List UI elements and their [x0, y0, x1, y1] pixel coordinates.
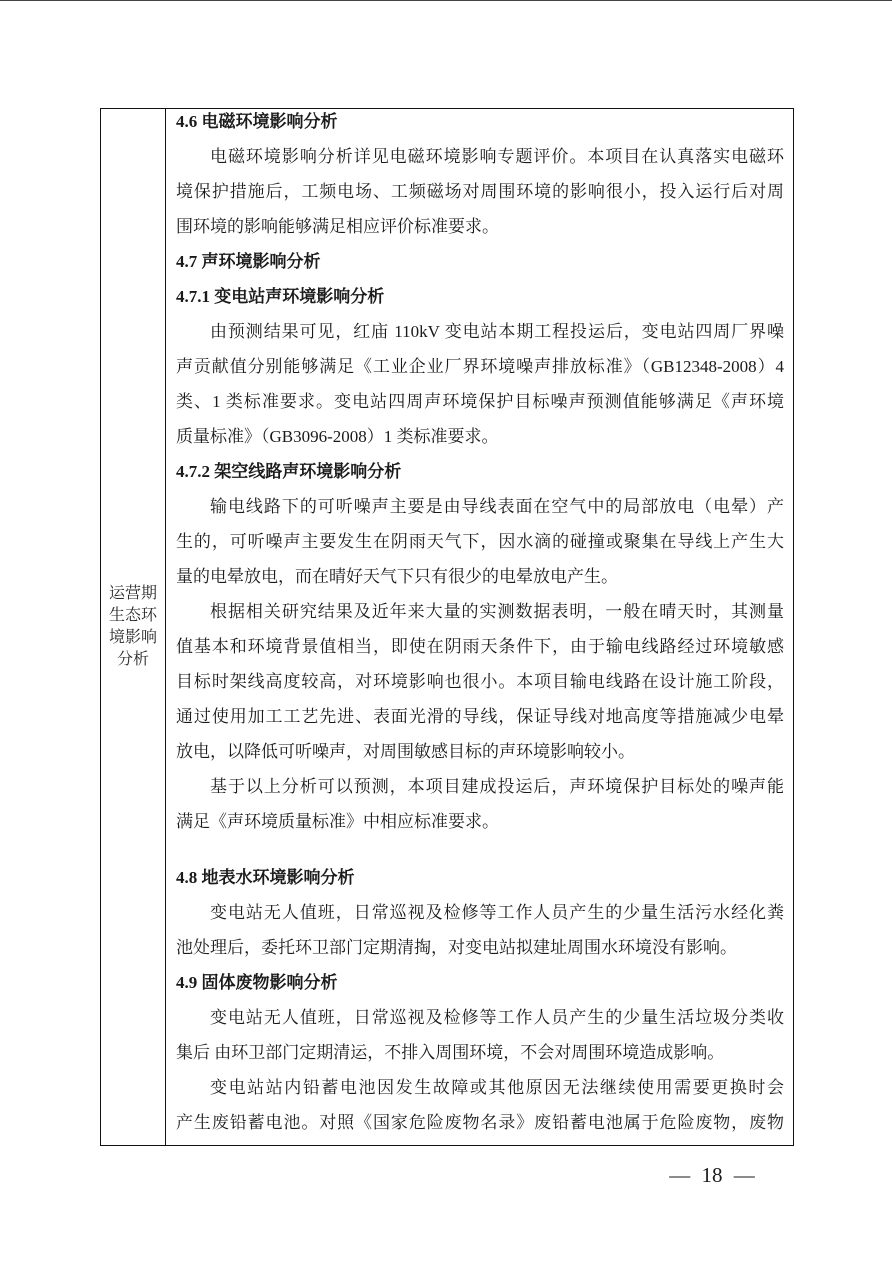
section-heading-4-9: 4.9 固体废物影响分析 [176, 973, 338, 992]
paragraph-line: 产生废铅蓄电池。对照《国家危险废物名录》废铅蓄电池属于危险废物，废物 [176, 1113, 784, 1132]
paragraph-line: 满足《声环境质量标准》中相应标准要求。 [176, 812, 499, 831]
content-cell [176, 104, 784, 1140]
paragraph-line: 集后 由环卫部门定期清运，不排入周围环境，不会对周围环境造成影响。 [176, 1043, 725, 1062]
paragraph-line: 放电，以降低可听噪声，对周围敏感目标的声环境影响较小。 [176, 742, 635, 761]
paragraph-line: 池处理后，委托环卫部门定期清掏，对变电站拟建址周围水环境没有影响。 [176, 938, 737, 957]
paragraph-line: 由预测结果可见，红庙 110kV 变电站本期工程投运后，变电站四周厂界噪 [210, 322, 784, 341]
paragraph-line: 目标时架线高度较高，对环境影响也很小。本项目输电线路在设计施工阶段， [176, 672, 784, 691]
category-label: 运营期生态环境影响分析 [108, 585, 157, 668]
paragraph-line: 通过使用加工工艺先进、表面光滑的导线，保证导线对地高度等措施减少电晕 [176, 707, 784, 726]
paragraph-line: 变电站无人值班，日常巡视及检修等工作人员产生的少量生活垃圾分类收 [210, 1008, 784, 1027]
paragraph-line: 根据相关研究结果及近年来大量的实测数据表明，一般在晴天时，其测量 [210, 602, 784, 621]
page-number: — 18 — [669, 1163, 755, 1187]
subsection-heading-4-7-2: 4.7.2 架空线路声环境影响分析 [176, 462, 402, 481]
paragraph-line: 变电站站内铅蓄电池因发生故障或其他原因无法继续使用需要更换时会 [210, 1078, 784, 1097]
category-cell [101, 109, 166, 1145]
paragraph-line: 输电线路下的可听噪声主要是由导线表面在空气中的局部放电（电晕）产 [210, 497, 784, 516]
blank-gap [176, 839, 784, 860]
paragraph-line: 电磁环境影响分析详见电磁环境影响专题评价。本项目在认真落实电磁环 [210, 147, 784, 166]
section-heading-4-8: 4.8 地表水环境影响分析 [176, 868, 355, 887]
paragraph-line: 质量标准》（GB3096-2008）1 类标准要求。 [176, 427, 499, 446]
subsection-heading-4-7-1: 4.7.1 变电站声环境影响分析 [176, 287, 385, 306]
paragraph-line: 量的电晕放电，而在晴好天气下只有很少的电晕放电产生。 [176, 567, 618, 586]
paragraph-line: 境保护措施后，工频电场、工频磁场对周围环境的影响很小，投入运行后对周 [176, 182, 784, 201]
section-heading-4-6: 4.6 电磁环境影响分析 [176, 112, 338, 131]
paragraph-line: 类、1 类标准要求。变电站四周声环境保护目标噪声预测值能够满足《声环境 [176, 392, 784, 411]
paragraph-line: 生的，可听噪声主要发生在阴雨天气下，因水滴的碰撞或聚集在导线上产生大 [176, 532, 784, 551]
section-heading-4-7: 4.7 声环境影响分析 [176, 252, 321, 271]
paragraph-line: 值基本和环境背景值相当，即使在阴雨天条件下，由于输电线路经过环境敏感 [176, 637, 784, 656]
top-edge-rule [0, 0, 892, 1]
paragraph-line: 变电站无人值班，日常巡视及检修等工作人员产生的少量生活污水经化粪 [210, 903, 784, 922]
paragraph-line: 声贡献值分别能够满足《工业企业厂界环境噪声排放标准》（GB12348-2008）4 [176, 357, 784, 376]
paragraph-line: 基于以上分析可以预测，本项目建成投运后，声环境保护目标处的噪声能 [210, 777, 784, 796]
paragraph-line: 围环境的影响能够满足相应评价标准要求。 [176, 217, 499, 236]
